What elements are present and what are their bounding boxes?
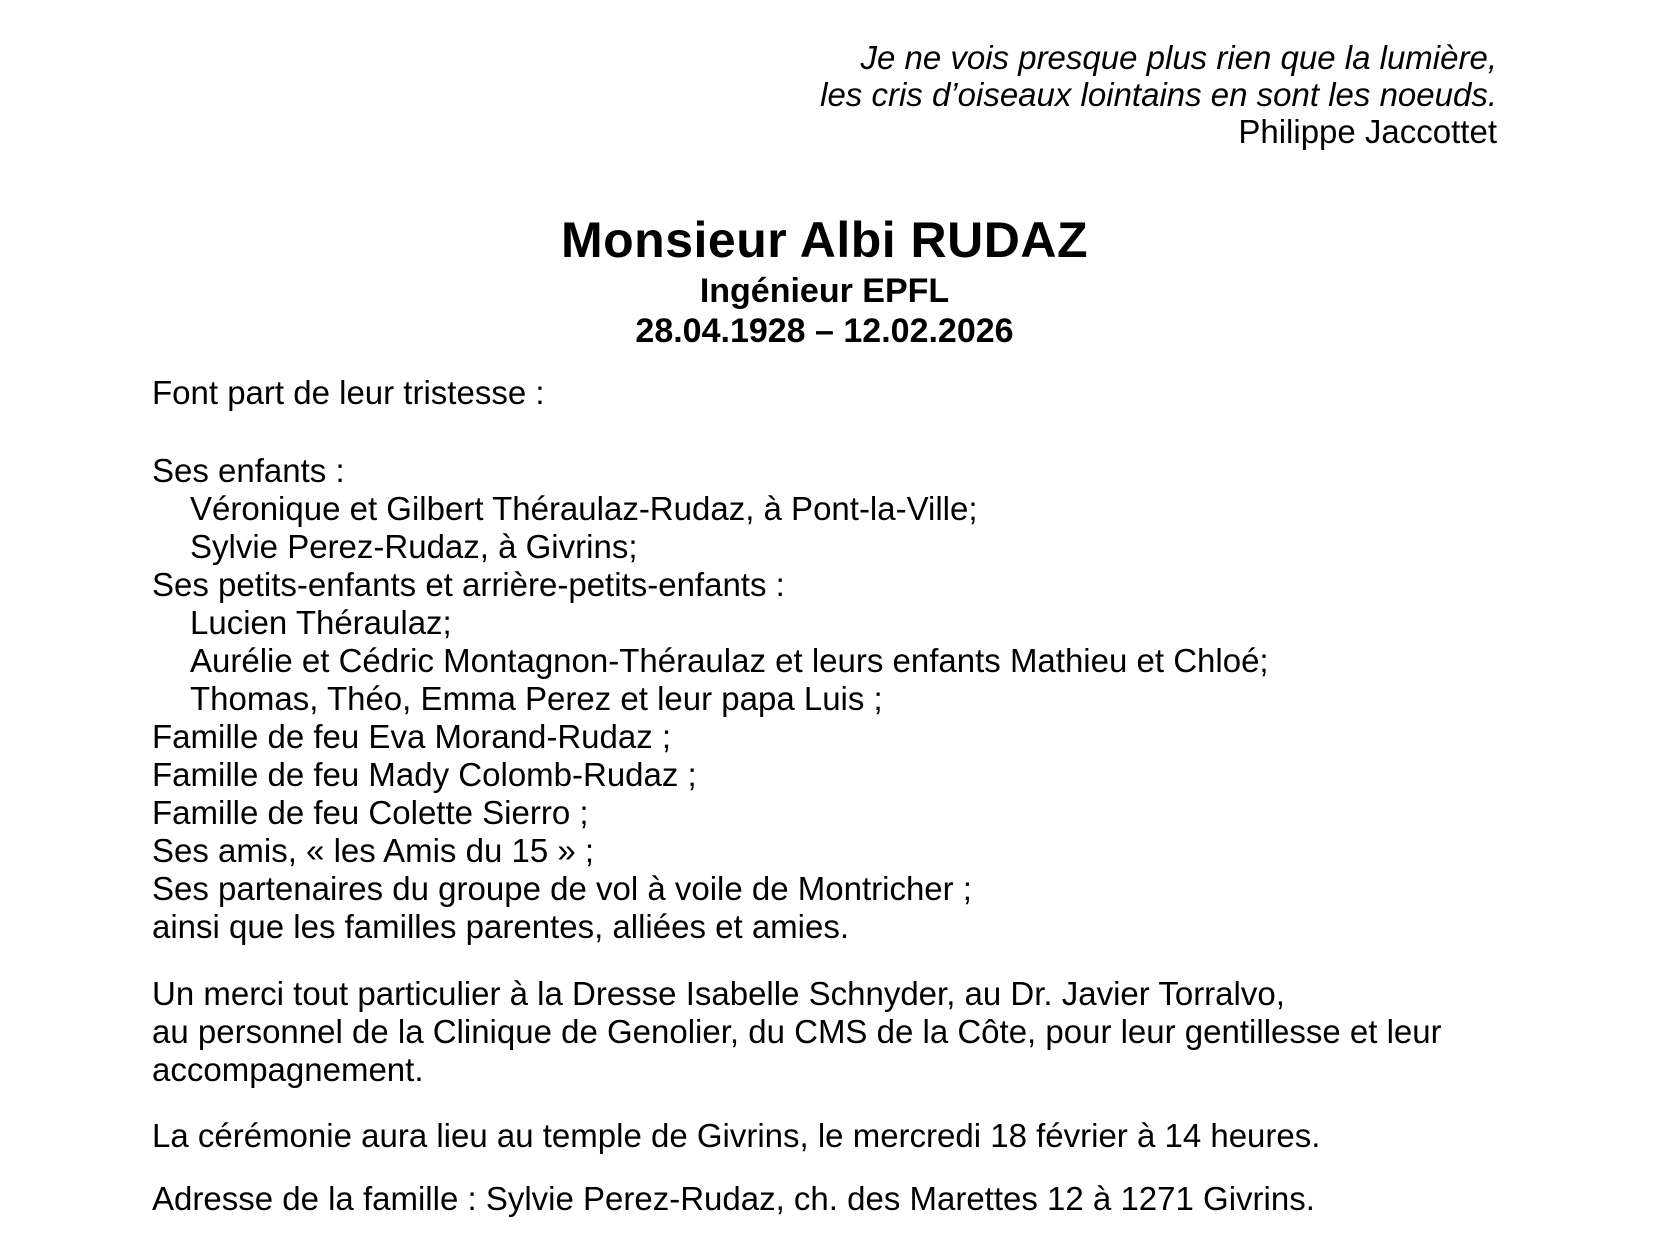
family-line: Aurélie et Cédric Montagnon-Théraulaz et leurs enfants Mathieu et Chloé;: [190, 642, 1269, 679]
announcement-body: [152, 374, 1497, 1218]
header: [152, 211, 1497, 351]
life-dates: 28.04.1928 – 12.02.2026: [635, 312, 1014, 350]
intro-line: Font part de leur tristesse :: [152, 374, 545, 411]
family-address-line: Adresse de la famille : Sylvie Perez-Rudaz, ch. des Marettes 12 à 1271 Givrins.: [152, 1180, 1315, 1217]
thanks-line: accompagnement.: [152, 1051, 424, 1088]
thanks-line: au personnel de la Clinique de Genolier, du CMS de la Côte, pour leur gentillesse et leur: [152, 1013, 1442, 1050]
thanks-line: Un merci tout particulier à la Dresse Isabelle Schnyder, au Dr. Javier Torralvo,: [152, 975, 1285, 1012]
family-line: Famille de feu Colette Sierro ;: [152, 794, 589, 831]
family-line: Véronique et Gilbert Théraulaz-Rudaz, à Pont-la-Ville;: [190, 490, 978, 527]
epigraph-quote: [152, 39, 1497, 113]
family-line: Ses amis, « les Amis du 15 » ;: [152, 832, 595, 869]
deceased-name: Monsieur Albi RUDAZ: [560, 212, 1089, 268]
epigraph-attribution: Philippe Jaccottet: [1238, 113, 1497, 150]
epigraph: [152, 39, 1497, 150]
deceased-profession: Ingénieur EPFL: [699, 272, 950, 310]
ceremony-line: La cérémonie aura lieu au temple de Givrins, le mercredi 18 février à 14 heures.: [152, 1117, 1321, 1154]
family-line: Ses enfants :: [152, 452, 345, 489]
epigraph-quote-line: Je ne vois presque plus rien que la lumière,: [860, 39, 1497, 76]
family-line: ainsi que les familles parentes, alliées et amies.: [152, 908, 850, 945]
family-list: [152, 452, 1497, 946]
family-line: Famille de feu Mady Colomb-Rudaz ;: [152, 756, 697, 793]
epigraph-quote-line: les cris d’oiseaux lointains en sont les noeuds.: [820, 76, 1497, 113]
thanks-paragraph: [152, 975, 1497, 1089]
family-line: Ses partenaires du groupe de vol à voile de Montricher ;: [152, 870, 972, 907]
family-line: Ses petits-enfants et arrière-petits-enfants :: [152, 566, 785, 603]
family-line: Sylvie Perez-Rudaz, à Givrins;: [190, 528, 638, 565]
family-line: Thomas, Théo, Emma Perez et leur papa Luis ;: [190, 680, 883, 717]
family-line: Famille de feu Eva Morand-Rudaz ;: [152, 718, 672, 755]
family-line: Lucien Théraulaz;: [190, 604, 452, 641]
